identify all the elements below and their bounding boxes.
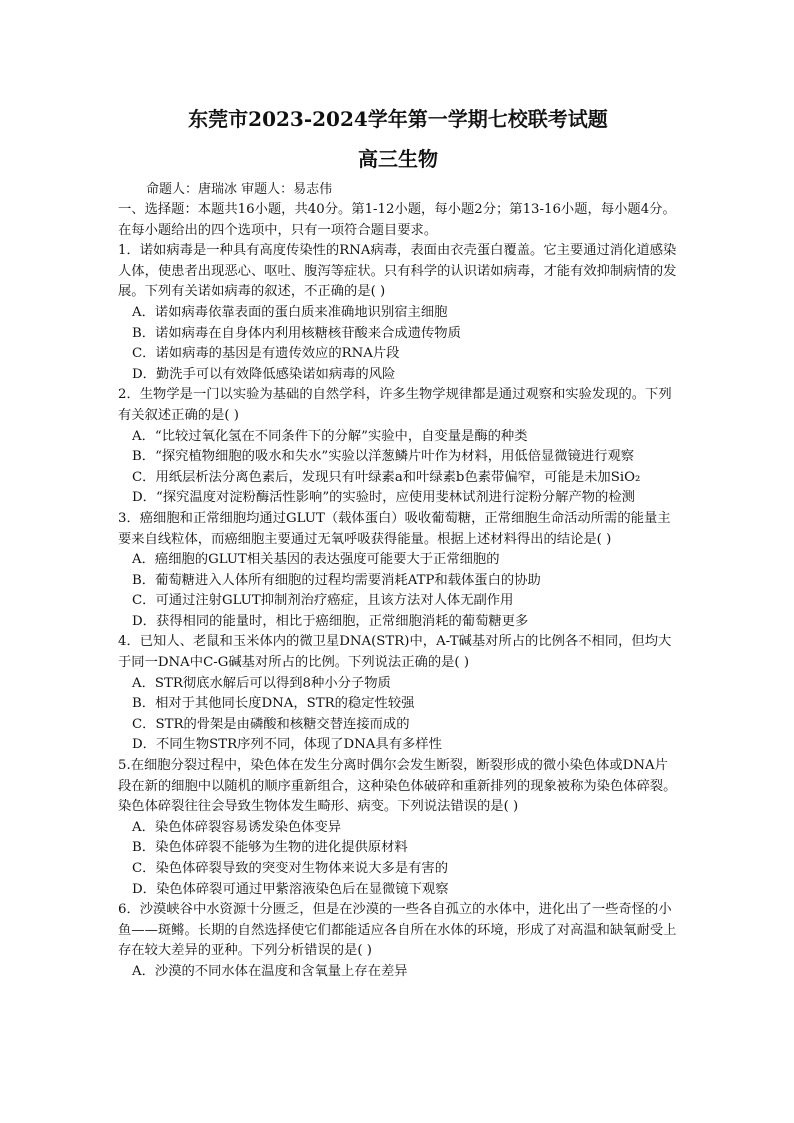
option-c: C．STR的骨架是由磷酸和核糖交替连接而成的 <box>132 716 410 732</box>
option-a: A．癌细胞的GLUT相关基因的表达强度可能要大于正常细胞的 <box>132 552 500 568</box>
question-stem: 2．生物学是一门以实验为基础的自然学科，许多生物学规律都是通过观察和实验发现的。下列有关叙述正确的是( ) <box>118 387 672 423</box>
option-a: A．STR彻底水解后可以得到8种小分子物质 <box>132 675 391 691</box>
exam-page <box>118 100 678 983</box>
option-b: B．诺如病毒在自身体内利用核糖核苷酸来合成遗传物质 <box>132 325 461 341</box>
option-a: A．沙漠的不同水体在温度和含氧量上存在差异 <box>132 963 408 979</box>
option-d: D．获得相同的能量时，相比于癌细胞，正常细胞消耗的葡萄糖更多 <box>132 613 529 629</box>
option-c: C．可通过注射GLUT抑制剂治疗癌症，且该方法对人体无副作用 <box>132 593 514 609</box>
option-d: D．勤洗手可以有效降低感染诺如病毒的风险 <box>132 366 396 382</box>
option-d: D．染色体碎裂可通过甲紫溶液染色后在显微镜下观察 <box>132 881 449 897</box>
option-b: B．葡萄糖进入人体所有细胞的过程均需要消耗ATP和载体蛋白的协助 <box>132 572 541 588</box>
question-stem: 4．已知人、老鼠和玉米体内的微卫星DNA(STR)中，A-T碱基对所占的比例各不相同，但均大于同一DNA中C-G碱基对所占的比例。下列说法正确的是( ) <box>118 634 672 671</box>
option-b: B．相对于其他同长度DNA，STR的稳定性较强 <box>132 696 415 712</box>
option-c: C．染色体碎裂导致的突变对生物体来说大多是有害的 <box>132 861 449 876</box>
option-b: B．“探究植物细胞的吸水和失水”实验以洋葱鳞片叶作为材料，用低倍显微镜进行观察 <box>132 449 635 465</box>
option-d: D．不同生物STR序列不同，体现了DNA具有多样性 <box>132 737 442 753</box>
question-1 <box>118 241 678 385</box>
question-5 <box>118 756 678 900</box>
option-b: B．染色体碎裂不能够为生物的进化提供原材料 <box>132 840 408 856</box>
option-d: D．“探究温度对淀粉酶活性影响”的实验时，应使用斐林试剂进行淀粉分解产物的检测 <box>132 490 635 506</box>
question-stem: 3．癌细胞和正常细胞均通过GLUT（载体蛋白）吸收葡萄糖，正常细胞生命活动所需的能量主要来自线粒体，而癌细胞主要通过无氧呼吸获得能量。根据上述材料得出的结论是( ) <box>118 510 671 547</box>
exam-title: 东莞市2023-2024学年第一学期七校联考试题 <box>188 107 608 131</box>
option-c: C．用纸层析法分离色素后，发现只有叶绿素a和叶绿素b色素带偏窄，可能是未加SiO₂ <box>132 469 641 485</box>
question-2 <box>118 385 678 509</box>
option-c: C．诺如病毒的基因是有遗传效应的RNA片段 <box>132 346 400 362</box>
option-a: A．诺如病毒依靠表面的蛋白质来准确地识别宿主细胞 <box>132 304 448 320</box>
option-a: A．“比较过氧化氢在不同条件下的分解”实验中，自变量是酶的种类 <box>132 428 528 444</box>
question-stem: 1．诺如病毒是一种具有高度传染性的RNA病毒，表面由衣壳蛋白覆盖。它主要通过消化道感染人体，使患者出现恶心、呕吐、腹泻等症状。只有科学的认识诺如病毒，才能有效抑制病情的发展。下列有关诺如病毒的叙述，不正确的是( ) <box>118 243 677 300</box>
authors-line: 命题人：唐瑞冰 审题人：易志伟 <box>146 182 333 197</box>
question-3 <box>118 509 678 633</box>
question-4 <box>118 632 678 756</box>
section-instructions: 一、选择题：本题共16小题，共40分。第1-12小题，每小题2分；第13-16小题，每小题4分。在每小题给出的四个选项中，只有一项符合题目要求。 <box>118 202 676 238</box>
question-stem: 5.在细胞分裂过程中，染色体在发生分离时偶尔会发生断裂，断裂形成的微小染色体或DNA片段在新的细胞中以随机的顺序重新组合，这种染色体破碎和重新排列的现象被称为染色体碎裂。染色体碎裂往往会导致生物体发生畸形、病变。下列说法错误的是( ) <box>118 758 677 815</box>
question-stem: 6．沙漠峡谷中水资源十分匮乏，但是在沙漠的一些各自孤立的水体中，进化出了一些奇怪的小鱼——斑鳉。长期的自然选择使它们都能适应各自所在水体的环境，形成了对高温和缺氧耐受上存在较大差异的亚种。下列分析错误的是( ) <box>118 902 677 959</box>
subject-title: 高三生物 <box>358 147 438 171</box>
option-a: A．染色体碎裂容易诱发染色体变异 <box>132 819 342 835</box>
question-6 <box>118 900 678 982</box>
